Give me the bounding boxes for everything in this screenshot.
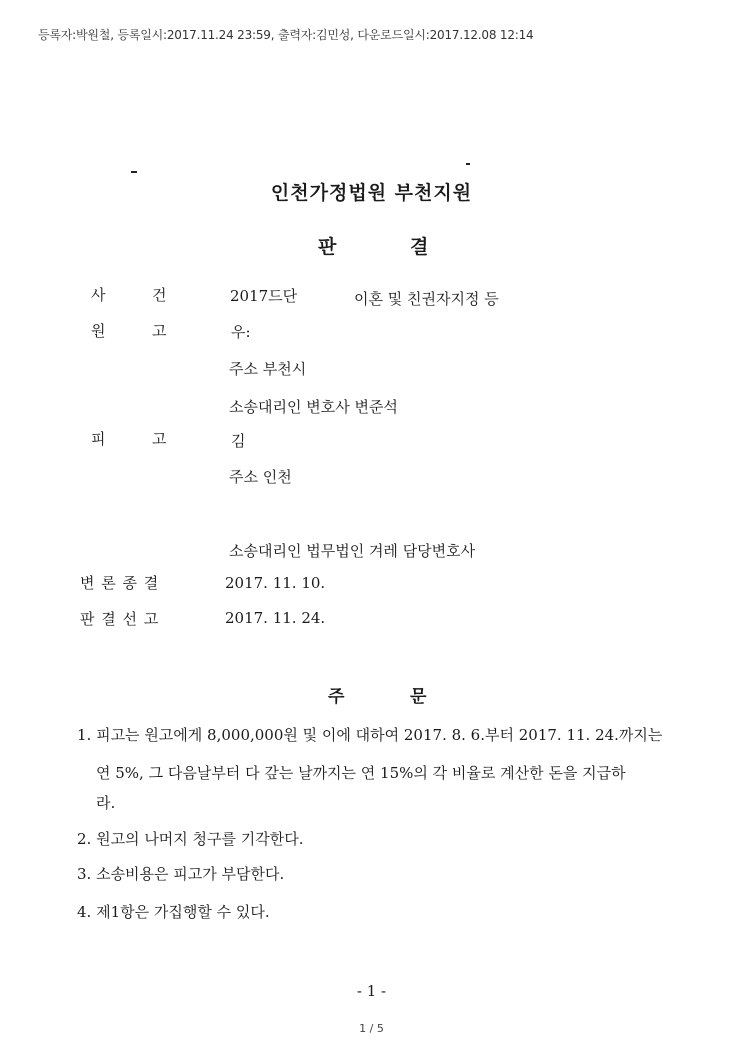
case-label-1: 사 — [91, 286, 106, 304]
page-count: 1 / 5 — [359, 1022, 384, 1035]
plaintiff-counsel: 소송대리인 변호사 변준석 — [229, 398, 398, 416]
page-number: - 1 - — [356, 982, 387, 1000]
order-title-char1: 주 — [328, 687, 345, 707]
document-title-char2: 결 — [410, 236, 429, 258]
order-4: 4. 제1항은 가집행할 수 있다. — [77, 903, 270, 921]
plaintiff-address: 주소 부천시 — [229, 360, 307, 378]
plaintiff-label-2: 고 — [152, 322, 167, 340]
hearing-date: 2017. 11. 10. — [225, 574, 326, 592]
judgment-label: 판 결 선 고 — [80, 610, 160, 628]
scan-mark — [466, 163, 470, 165]
order-1-line-2: 연 5%, 그 다음날부터 다 갚는 날까지는 연 15%의 각 비율로 계산한 돈을 지급하 — [96, 764, 626, 782]
order-3: 3. 소송비용은 피고가 부담한다. — [77, 865, 285, 883]
defendant-label-2: 고 — [152, 430, 167, 448]
court-name: 인천가정법원 부천지원 — [270, 182, 473, 204]
defendant-address: 주소 인천 — [229, 468, 292, 486]
defendant-label-1: 피 — [91, 430, 106, 448]
case-label-2: 건 — [152, 286, 167, 304]
case-name: 이혼 및 친권자지정 등 — [354, 290, 499, 308]
order-title-char2: 문 — [410, 687, 427, 707]
defendant-name: 김 — [231, 432, 246, 450]
download-metadata: 등록자:박원철, 등록일시:2017.11.24 23:59, 출력자:김민성, 다운로드일시:2017.12.08 12:14 — [38, 28, 534, 42]
defendant-counsel: 소송대리인 법무법인 겨레 담당변호사 — [229, 542, 476, 560]
document-title-char1: 판 — [318, 236, 337, 258]
plaintiff-label-1: 원 — [91, 322, 106, 340]
order-2: 2. 원고의 나머지 청구를 기각한다. — [77, 830, 304, 848]
order-1-line-1: 1. 피고는 원고에게 8,000,000원 및 이에 대하여 2017. 8. 6.부터 2017. 11. 24.까지는 — [77, 726, 663, 744]
scan-mark — [131, 171, 137, 173]
judgment-date: 2017. 11. 24. — [225, 609, 326, 627]
plaintiff-name: 우: — [231, 323, 251, 341]
hearing-label: 변 론 종 결 — [80, 574, 160, 592]
case-number: 2017드단 — [230, 287, 298, 305]
order-1-line-3: 라. — [96, 794, 116, 812]
